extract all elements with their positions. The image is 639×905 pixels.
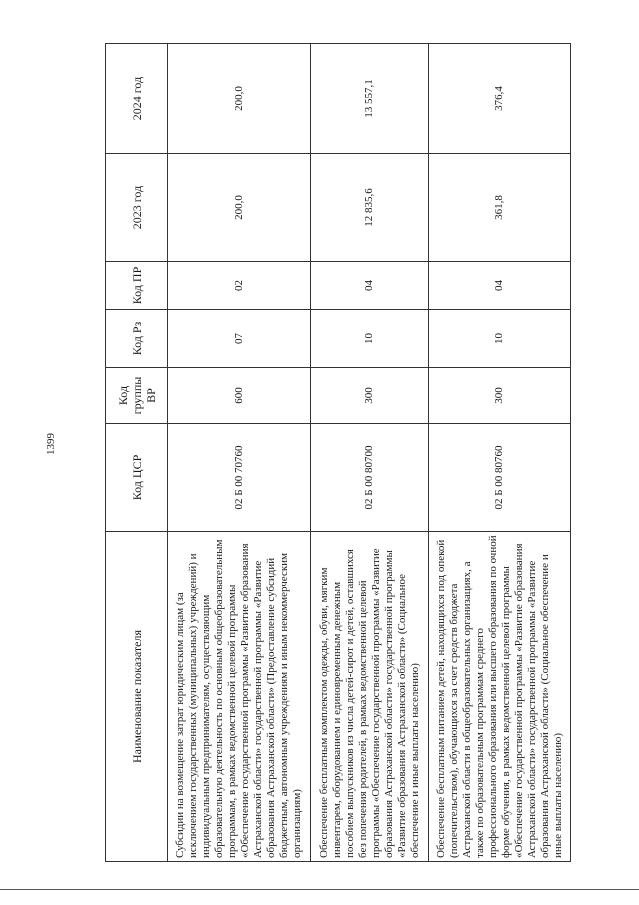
table-row — [429, 44, 571, 862]
header-2024: 2024 год — [106, 44, 168, 154]
row-csr: 02 Б 00 70760 — [168, 424, 311, 532]
row-pr: 04 — [429, 262, 571, 310]
row-csr: 02 Б 00 80700 — [311, 424, 429, 532]
page-number: 1399 — [45, 433, 57, 455]
row-csr: 02 Б 00 80760 — [429, 424, 571, 532]
row-pr: 04 — [311, 262, 429, 310]
header-csr: Код ЦСР — [106, 424, 168, 532]
row-rz: 07 — [168, 310, 311, 368]
header-name: Наименование показателя — [106, 532, 168, 862]
row-name: Обеспечение бесплатным комплектом одежды, обуви, мягким инвентарем, оборудованием и единовременным денежным пособием выпускников из числа детей-сирот и детей, оставшихся без попечения родителей, в рамках ведомственной целевой программы «Обеспечение государственной программы «Развитие образования Астраханской области» государственной программы «Развитие образования Астраханской области» (Социальное обеспечение и иные выплаты населению) — [311, 532, 429, 862]
row-2024: 13 557,1 — [311, 44, 429, 154]
budget-table — [105, 43, 571, 862]
row-vr: 600 — [168, 368, 311, 424]
row-name: Субсидии на возмещение затрат юридическим лицам (за исключением государственных (муниципальных) учреждений) и индивидуальным предпринимателям, осуществляющим образовательную деятельность по основным общеобразовательным программам, в рамках ведомственной целевой программы «Обеспечение государственной программы «Развитие образования Астраханской области» государственной программы «Развитие образования Астраханской области» (Предоставление субсидий бюджетным, автономным учреждениям и иным некоммерческим организациям) — [168, 532, 311, 862]
header-2023: 2023 год — [106, 154, 168, 262]
row-2024: 376,4 — [429, 44, 571, 154]
row-name: Обеспечение бесплатным питанием детей, находящихся под опекой (попечительством), обучающихся за счет средств бюджета Астраханской области в общеобразовательных организациях, а также по образовательным программам среднего профессионального образования или высшего образования по очной форме обучения, в рамках ведомственной целевой программы «Обеспечение государственной программы «Развитие образования Астраханской области» государственной программы «Развитие образования Астраханской области» (Социальное обеспечение и иные выплаты населению) — [429, 532, 571, 862]
header-rz: Код Рз — [106, 310, 168, 368]
row-pr: 02 — [168, 262, 311, 310]
row-2023: 12 835,6 — [311, 154, 429, 262]
row-vr: 300 — [429, 368, 571, 424]
header-pr: Код ПР — [106, 262, 168, 310]
header-vr: Код группы ВР — [106, 368, 168, 424]
row-2023: 361,8 — [429, 154, 571, 262]
row-rz: 10 — [429, 310, 571, 368]
rotated-table-container — [105, 44, 570, 862]
table-row — [311, 44, 429, 862]
row-vr: 300 — [311, 368, 429, 424]
row-2024: 200,0 — [168, 44, 311, 154]
row-rz: 10 — [311, 310, 429, 368]
row-2023: 200,0 — [168, 154, 311, 262]
header-row — [106, 44, 168, 862]
table-row — [168, 44, 311, 862]
page-bottom-rule — [0, 889, 639, 890]
